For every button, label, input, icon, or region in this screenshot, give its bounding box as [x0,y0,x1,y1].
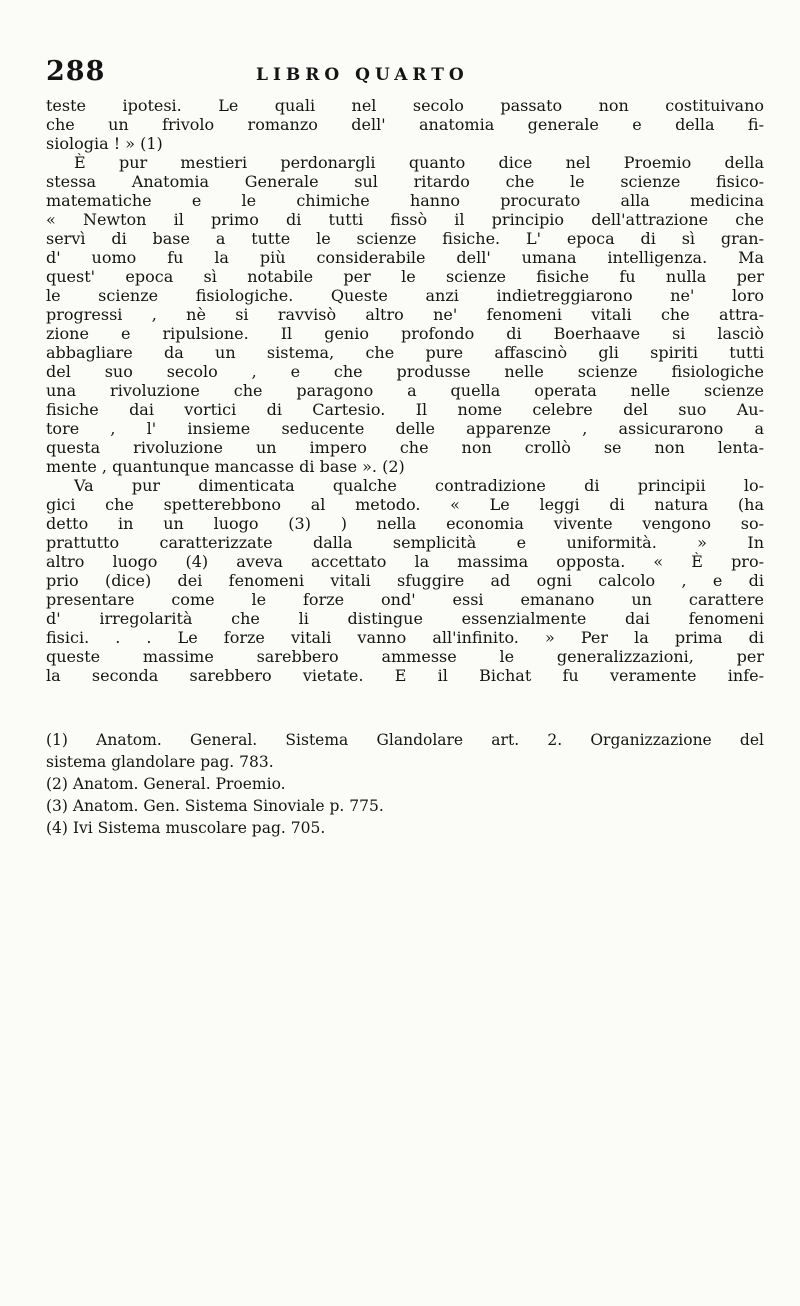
text-line: matematiche e le chimiche hanno procurato alla medicina [46,191,764,210]
text-line: la seconda sarebbero vietate. E il Bichat fu veramente infe- [46,666,764,685]
text-line: d' uomo fu la più considerabile dell' umana intelligenza. Ma [46,248,764,267]
book-page [46,56,764,839]
text-line: d' irregolarità che li distingue essenzialmente dai fenomeni [46,609,764,628]
text-line: fisici. . . Le forze vitali vanno all'infinito. » Per la prima di [46,628,764,647]
text-line: stessa Anatomia Generale sul ritardo che le scienze fisico- [46,172,764,191]
text-line: abbagliare da un sistema, che pure affascinò gli spiriti tutti [46,343,764,362]
text-line: che un frivolo romanzo dell' anatomia generale e della fi- [46,115,764,134]
text-line: Va pur dimenticata qualche contradizione di principii lo- [74,476,764,495]
running-head: LIBRO QUARTO [256,65,469,85]
text-line: prattutto caratterizzate dalla semplicità e uniformità. » In [46,533,764,552]
footnotes [46,721,764,839]
footnote: (3) Anatom. Gen. Sistema Sinoviale p. 775. [46,797,384,815]
text-line: le scienze fisiologiche. Queste anzi indietreggiarono ne' loro [46,286,764,305]
text-line: gici che spetterebbono al metodo. « Le leggi di natura (ha [46,495,764,514]
text-line: « Newton il primo di tutti fissò il principio dell'attrazione che [46,210,764,229]
text-line: fisiche dai vortici di Cartesio. Il nome celebre del suo Au- [46,400,764,419]
text-line: altro luogo (4) aveva accettato la massima opposta. « È pro- [46,552,764,571]
text-line: quest' epoca sì notabile per le scienze fisiche fu nulla per [46,267,764,286]
text-line: una rivoluzione che paragono a quella operata nelle scienze [46,381,764,400]
text-line: progressi , nè si ravvisò altro ne' fenomeni vitali che attra- [46,305,764,324]
text-line: zione e ripulsione. Il genio profondo di Boerhaave si lasciò [46,324,764,343]
footnote: sistema glandolare pag. 783. [46,753,274,771]
text-line: mente , quantunque mancasse di base ». (2) [46,457,405,476]
page-header [46,56,764,96]
page-number: 288 [46,56,106,87]
footnote: (2) Anatom. General. Proemio. [46,775,286,793]
body-text [46,96,764,685]
text-line: detto in un luogo (3) ) nella economia vivente vengono so- [46,514,764,533]
text-line: presentare come le forze ond' essi emanano un carattere [46,590,764,609]
text-line: siologia ! » (1) [46,134,163,153]
text-line: tore , l' insieme seducente delle apparenze , assicurarono a [46,419,764,438]
footnote: (4) Ivi Sistema muscolare pag. 705. [46,819,326,837]
text-line: questa rivoluzione un impero che non crollò se non lenta- [46,438,764,457]
text-line: servì di base a tutte le scienze fisiche. L' epoca di sì gran- [46,229,764,248]
text-line: queste massime sarebbero ammesse le generalizzazioni, per [46,647,764,666]
text-line: È pur mestieri perdonargli quanto dice nel Proemio della [74,153,764,172]
text-line: teste ipotesi. Le quali nel secolo passato non costituivano [46,96,764,115]
text-line: prio (dice) dei fenomeni vitali sfuggire ad ogni calcolo , e di [46,571,764,590]
text-line: del suo secolo , e che produsse nelle scienze fisiologiche [46,362,764,381]
footnote: (1) Anatom. General. Sistema Glandolare art. 2. Organizzazione del [46,731,764,749]
